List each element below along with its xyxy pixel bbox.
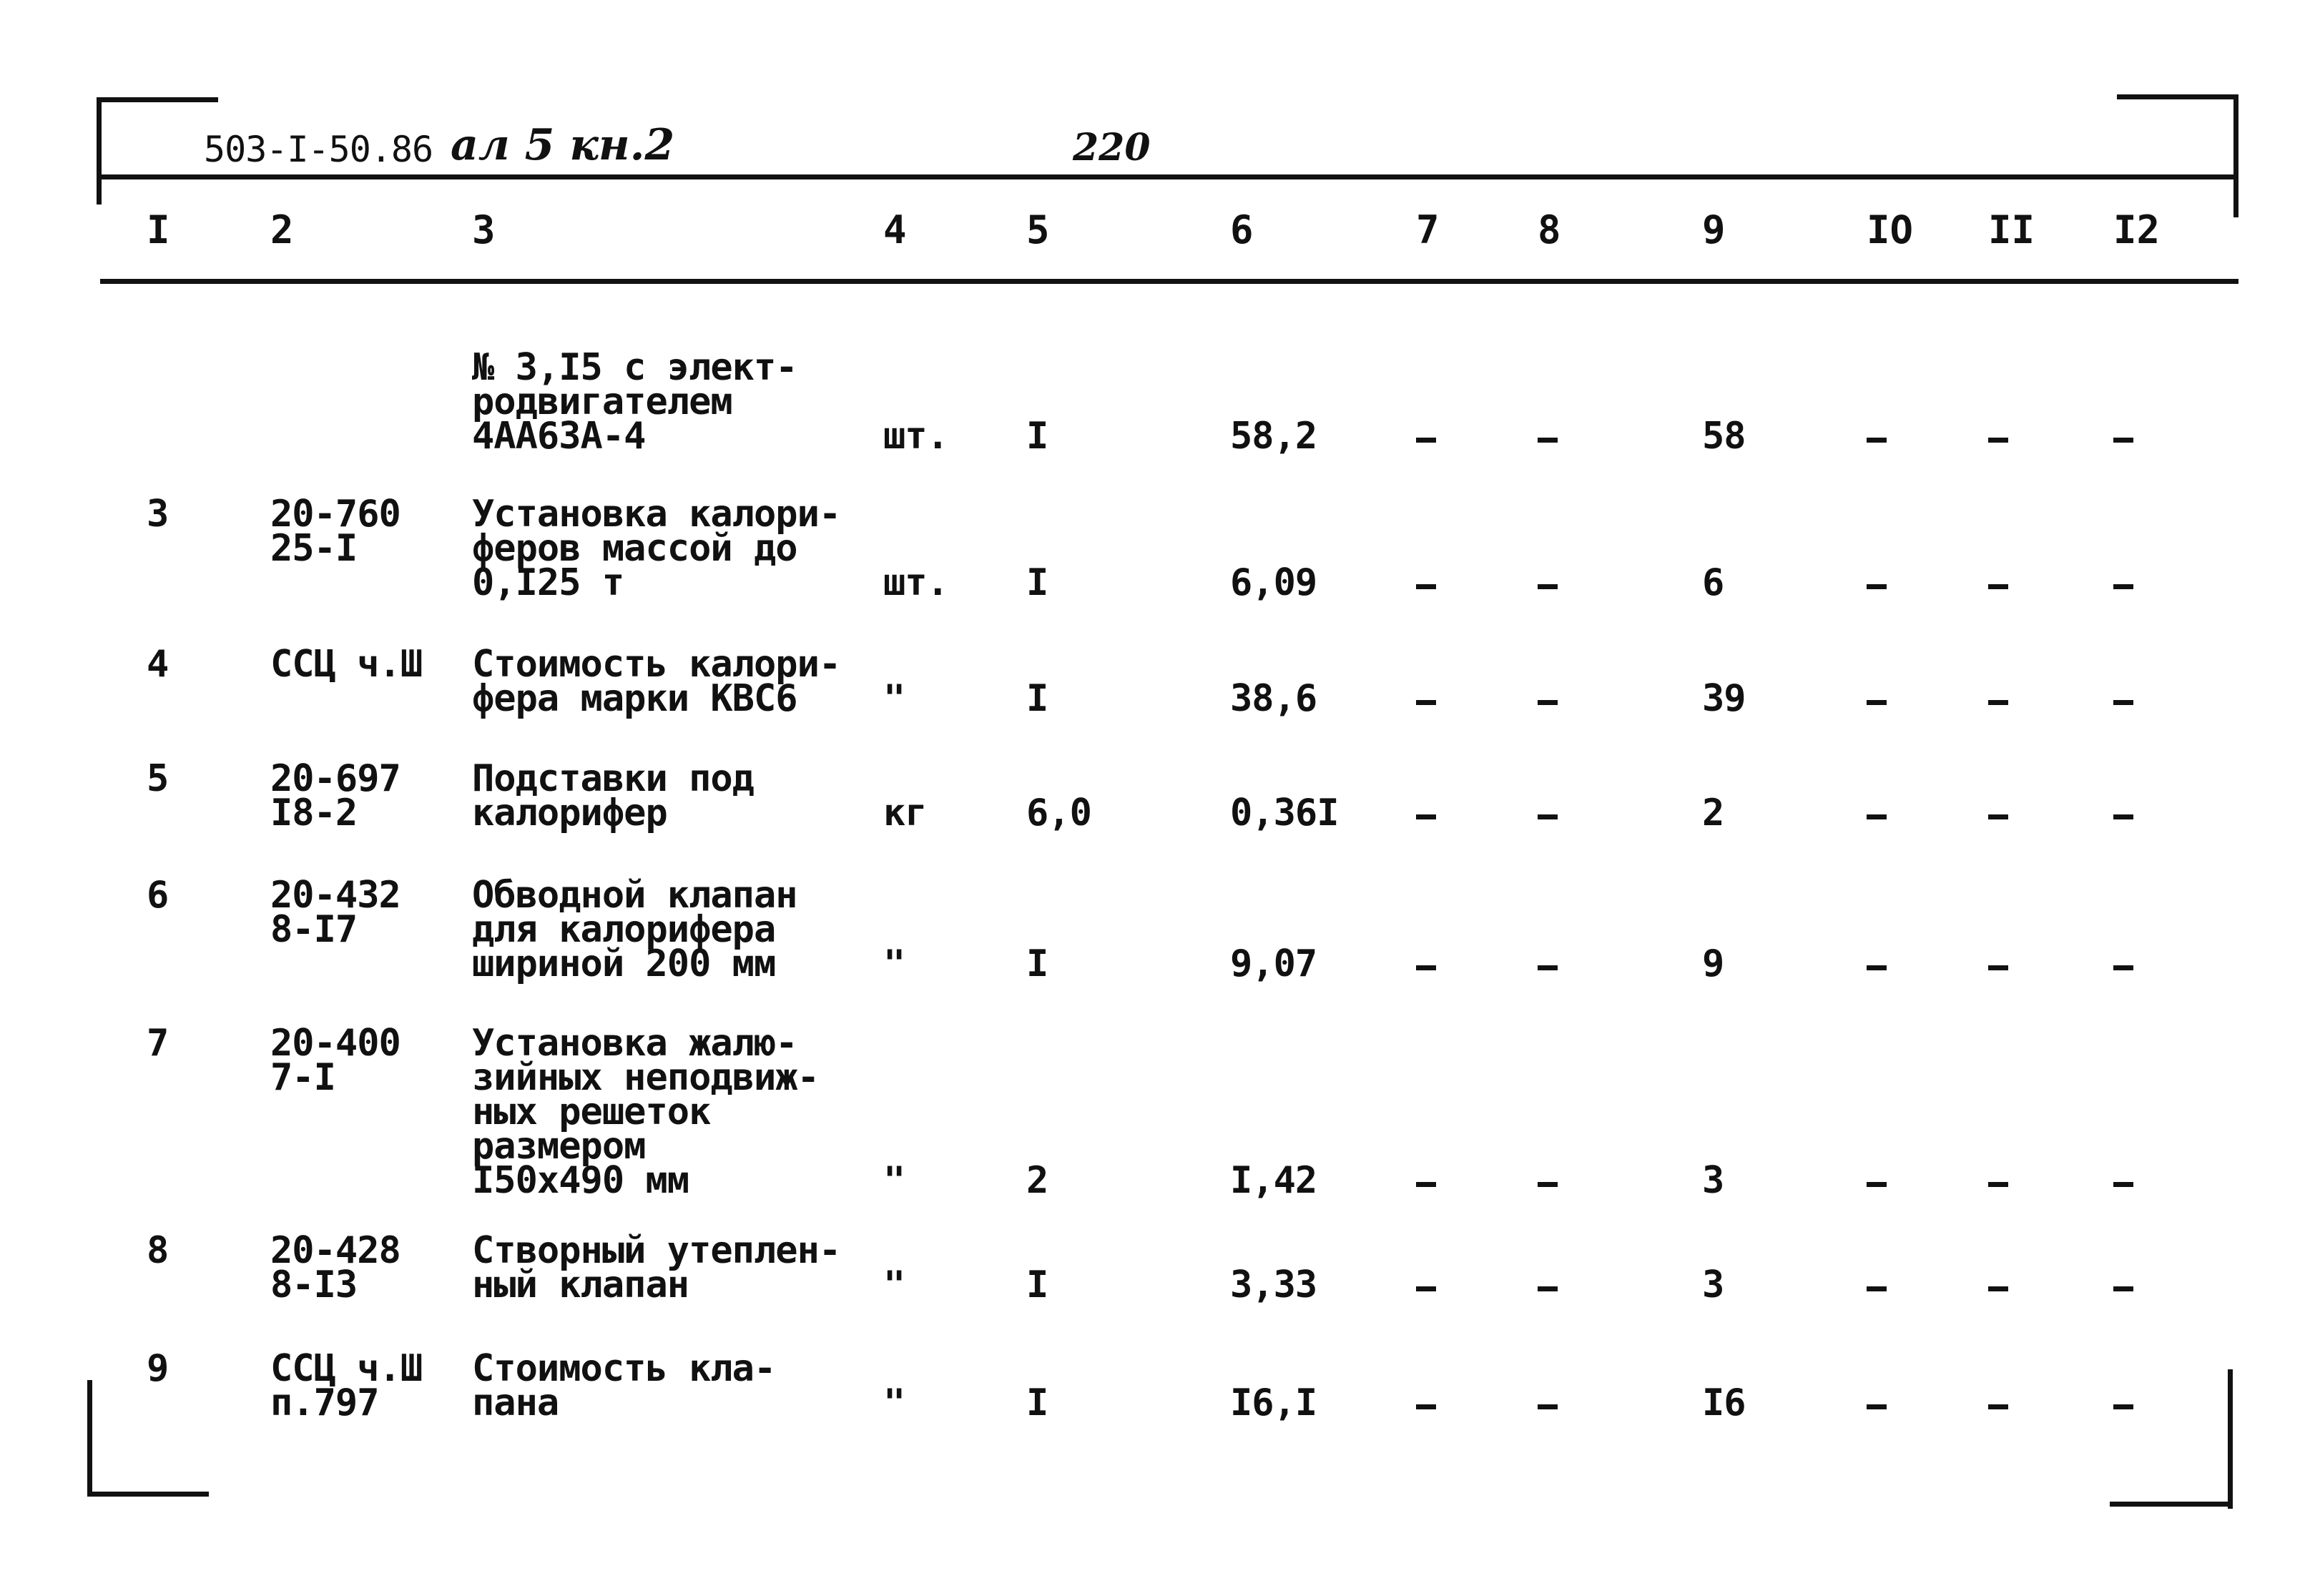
price-code-line: 7-I bbox=[270, 1056, 335, 1099]
dash-col-8 bbox=[1538, 438, 1558, 443]
frame-bottom-left-v bbox=[87, 1380, 92, 1494]
work-description-line: Стоимость калори- bbox=[472, 643, 841, 686]
page-number: 220 bbox=[1073, 126, 1151, 169]
dash-col-10 bbox=[1867, 438, 1887, 443]
price-code-line: п.797 bbox=[270, 1381, 379, 1424]
work-description-line: феров массой до bbox=[472, 527, 797, 570]
quantity: I bbox=[1026, 1264, 1048, 1306]
dash-col-7 bbox=[1416, 700, 1436, 705]
dash-col-11 bbox=[1988, 814, 2008, 819]
unit-price: I,42 bbox=[1230, 1159, 1317, 1202]
column-number-11: II bbox=[1988, 207, 2035, 252]
work-description-line: родвигателем bbox=[472, 380, 732, 423]
dash-col-8 bbox=[1538, 1182, 1558, 1187]
work-description-line: ный клапан bbox=[472, 1264, 689, 1306]
work-description-line: Створный утеплен- bbox=[472, 1229, 841, 1272]
work-description bbox=[472, 1347, 776, 1424]
dash-col-12 bbox=[2113, 700, 2133, 705]
quantity: I bbox=[1026, 677, 1048, 720]
frame-bottom-right-v bbox=[2228, 1369, 2233, 1509]
work-description-line: I50х490 мм bbox=[472, 1159, 689, 1202]
work-description-line: зийных неподвиж- bbox=[472, 1056, 819, 1099]
dash-col-11 bbox=[1988, 438, 2008, 443]
work-description-line: № 3,I5 с элект- bbox=[472, 346, 797, 389]
unit-price: 38,6 bbox=[1230, 677, 1317, 720]
unit: " bbox=[883, 1159, 905, 1202]
row-number: 4 bbox=[147, 643, 169, 686]
dash-col-12 bbox=[2113, 1286, 2133, 1291]
price-code bbox=[270, 757, 400, 834]
row-number: 9 bbox=[147, 1347, 169, 1390]
work-description bbox=[472, 643, 841, 720]
work-description-line: фера марки КВС6 bbox=[472, 677, 797, 720]
frame-top-left-v bbox=[97, 97, 102, 205]
dash-col-8 bbox=[1538, 700, 1558, 705]
unit-price: 58,2 bbox=[1230, 415, 1317, 458]
work-description-line: Установка жалю- bbox=[472, 1022, 797, 1065]
total-cost: 39 bbox=[1702, 677, 1746, 720]
price-code-line: 8-I7 bbox=[270, 908, 358, 951]
unit-price: 6,09 bbox=[1230, 561, 1317, 604]
frame-bottom-right-h bbox=[2110, 1502, 2233, 1507]
price-code bbox=[270, 1022, 400, 1099]
unit: кг bbox=[883, 792, 927, 834]
work-description bbox=[472, 757, 754, 834]
row-number: 5 bbox=[147, 757, 169, 800]
total-cost: 6 bbox=[1702, 561, 1724, 604]
dash-col-10 bbox=[1867, 700, 1887, 705]
dash-col-8 bbox=[1538, 1286, 1558, 1291]
dash-col-10 bbox=[1867, 814, 1887, 819]
dash-col-7 bbox=[1416, 1182, 1436, 1187]
work-description-line: 4АА63А-4 bbox=[472, 415, 646, 458]
dash-col-7 bbox=[1416, 814, 1436, 819]
work-description bbox=[472, 874, 797, 985]
price-code bbox=[270, 874, 400, 951]
unit-price: 0,36I bbox=[1230, 792, 1339, 834]
dash-col-12 bbox=[2113, 1404, 2133, 1409]
column-number-2: 2 bbox=[270, 207, 294, 252]
work-description-line: для калорифера bbox=[472, 908, 776, 951]
work-description-line: 0,I25 т bbox=[472, 561, 624, 604]
dash-col-11 bbox=[1988, 1286, 2008, 1291]
unit: шт. bbox=[883, 415, 948, 458]
row-number: 6 bbox=[147, 874, 169, 917]
price-code bbox=[270, 643, 423, 686]
unit: " bbox=[883, 1264, 905, 1306]
row-number: 3 bbox=[147, 493, 169, 536]
work-description bbox=[472, 1022, 819, 1202]
quantity: I bbox=[1026, 942, 1048, 985]
price-code-line: 20-760 bbox=[270, 493, 400, 536]
dash-col-12 bbox=[2113, 584, 2133, 589]
column-number-5: 5 bbox=[1026, 207, 1050, 252]
column-number-9: 9 bbox=[1702, 207, 1726, 252]
dash-col-8 bbox=[1538, 814, 1558, 819]
column-number-1: I bbox=[147, 207, 170, 252]
handwritten-note: ал 5 кн.2 bbox=[451, 120, 675, 170]
column-header-rule bbox=[100, 279, 2238, 284]
dash-col-12 bbox=[2113, 438, 2133, 443]
quantity: I bbox=[1026, 1381, 1048, 1424]
price-code bbox=[270, 1347, 423, 1424]
dash-col-8 bbox=[1538, 965, 1558, 970]
document-code: 503-I-50.86 bbox=[204, 129, 433, 170]
total-cost: 3 bbox=[1702, 1159, 1724, 1202]
unit-price: 9,07 bbox=[1230, 942, 1317, 985]
dash-col-8 bbox=[1538, 584, 1558, 589]
column-number-3: 3 bbox=[472, 207, 496, 252]
column-number-6: 6 bbox=[1230, 207, 1254, 252]
unit: " bbox=[883, 1381, 905, 1424]
quantity: 2 bbox=[1026, 1159, 1048, 1202]
price-code-line: 20-432 bbox=[270, 874, 400, 917]
header-rule bbox=[100, 174, 2238, 179]
work-description-line: размером bbox=[472, 1125, 646, 1168]
unit: " bbox=[883, 677, 905, 720]
price-code bbox=[270, 493, 400, 570]
price-code bbox=[270, 1229, 400, 1306]
total-cost: 3 bbox=[1702, 1264, 1724, 1306]
dash-col-12 bbox=[2113, 814, 2133, 819]
price-code-line: 25-I bbox=[270, 527, 358, 570]
price-code-line: 20-400 bbox=[270, 1022, 400, 1065]
dash-col-12 bbox=[2113, 965, 2133, 970]
work-description-line: Установка калори- bbox=[472, 493, 841, 536]
work-description bbox=[472, 1229, 841, 1306]
column-number-10: IO bbox=[1867, 207, 1914, 252]
work-description-line: ных решеток bbox=[472, 1090, 711, 1133]
price-code-line: 20-697 bbox=[270, 757, 400, 800]
total-cost: 9 bbox=[1702, 942, 1724, 985]
unit-price: I6,I bbox=[1230, 1381, 1317, 1424]
frame-bottom-left-h bbox=[87, 1492, 209, 1497]
frame-top-right-v bbox=[2233, 94, 2238, 217]
dash-col-10 bbox=[1867, 1182, 1887, 1187]
dash-col-10 bbox=[1867, 1404, 1887, 1409]
dash-col-8 bbox=[1538, 1404, 1558, 1409]
total-cost: 58 bbox=[1702, 415, 1746, 458]
frame-top-left-h bbox=[97, 97, 218, 102]
total-cost: I6 bbox=[1702, 1381, 1746, 1424]
row-number: 7 bbox=[147, 1022, 169, 1065]
quantity: I bbox=[1026, 561, 1048, 604]
work-description bbox=[472, 346, 797, 458]
price-code-line: 8-I3 bbox=[270, 1264, 358, 1306]
dash-col-11 bbox=[1988, 700, 2008, 705]
work-description-line: пана bbox=[472, 1381, 559, 1424]
dash-col-7 bbox=[1416, 584, 1436, 589]
dash-col-7 bbox=[1416, 965, 1436, 970]
frame-top-right-h bbox=[2117, 94, 2238, 99]
dash-col-10 bbox=[1867, 584, 1887, 589]
dash-col-7 bbox=[1416, 438, 1436, 443]
price-code-line: ССЦ ч.Ш bbox=[270, 643, 423, 686]
quantity: I bbox=[1026, 415, 1048, 458]
work-description-line: шириной 200 мм bbox=[472, 942, 776, 985]
dash-col-11 bbox=[1988, 1182, 2008, 1187]
dash-col-11 bbox=[1988, 965, 2008, 970]
dash-col-11 bbox=[1988, 584, 2008, 589]
dash-col-7 bbox=[1416, 1286, 1436, 1291]
dash-col-10 bbox=[1867, 965, 1887, 970]
dash-col-11 bbox=[1988, 1404, 2008, 1409]
unit: шт. bbox=[883, 561, 948, 604]
unit: " bbox=[883, 942, 905, 985]
price-code-line: I8-2 bbox=[270, 792, 358, 834]
work-description-line: калорифер bbox=[472, 792, 667, 834]
work-description-line: Стоимость кла- bbox=[472, 1347, 776, 1390]
total-cost: 2 bbox=[1702, 792, 1724, 834]
dash-col-7 bbox=[1416, 1404, 1436, 1409]
work-description bbox=[472, 493, 841, 604]
column-number-7: 7 bbox=[1416, 207, 1440, 252]
work-description-line: Обводной клапан bbox=[472, 874, 797, 917]
unit-price: 3,33 bbox=[1230, 1264, 1317, 1306]
column-number-12: I2 bbox=[2113, 207, 2161, 252]
dash-col-12 bbox=[2113, 1182, 2133, 1187]
price-code-line: ССЦ ч.Ш bbox=[270, 1347, 423, 1390]
work-description-line: Подставки под bbox=[472, 757, 754, 800]
price-code-line: 20-428 bbox=[270, 1229, 400, 1272]
dash-col-10 bbox=[1867, 1286, 1887, 1291]
column-number-8: 8 bbox=[1538, 207, 1561, 252]
quantity: 6,0 bbox=[1026, 792, 1091, 834]
row-number: 8 bbox=[147, 1229, 169, 1272]
column-number-4: 4 bbox=[883, 207, 907, 252]
